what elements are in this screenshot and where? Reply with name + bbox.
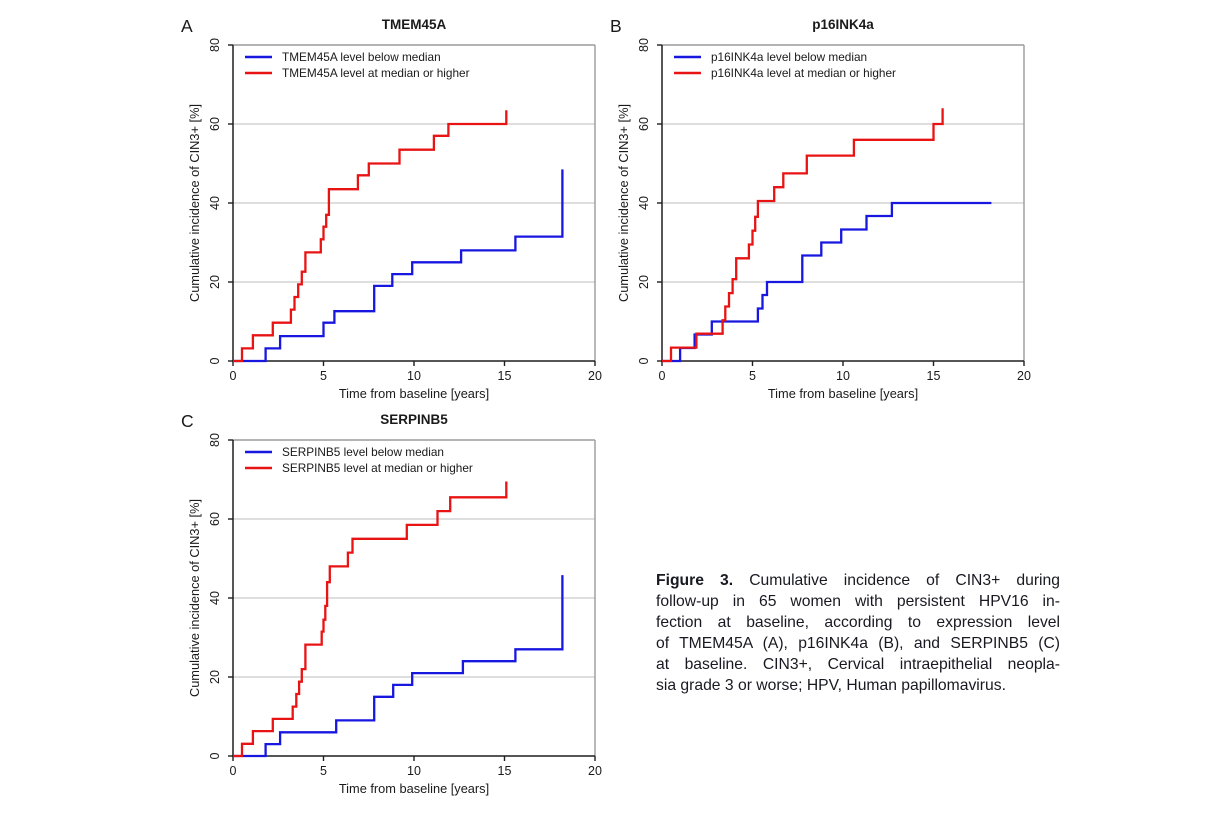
x-tick-label: 0 xyxy=(658,369,666,383)
panel-letter: C xyxy=(181,411,194,431)
x-tick-label: 0 xyxy=(229,764,237,778)
axes xyxy=(208,433,602,778)
panel-title: p16INK4a xyxy=(812,17,874,32)
curve-at_or_above_median xyxy=(662,108,943,361)
serpinb5-step-chart xyxy=(175,403,615,803)
caption-line: at baseline. CIN3+, Cervical intraepithelial neopla- xyxy=(656,656,1060,673)
curve-at_or_above_median xyxy=(233,482,506,757)
x-tick-label: 5 xyxy=(320,764,327,778)
y-tick-label: 0 xyxy=(637,357,651,365)
axes xyxy=(637,38,1031,383)
y-tick-label: 40 xyxy=(637,196,651,210)
x-tick-label: 20 xyxy=(588,764,602,778)
y-tick-label: 0 xyxy=(208,357,222,365)
y-tick-label: 20 xyxy=(208,275,222,289)
legend-label: p16INK4a level at median or higher xyxy=(711,66,896,80)
x-axis-label: Time from baseline [years] xyxy=(338,386,490,401)
x-tick-label: 5 xyxy=(320,369,327,383)
legend-label: p16INK4a level below median xyxy=(711,50,868,64)
gridlines xyxy=(233,519,595,677)
axes xyxy=(208,38,602,383)
y-tick-label: 80 xyxy=(208,433,222,447)
caption-line: Figure 3. Cumulative incidence of CIN3+ during xyxy=(656,572,1060,589)
x-tick-label: 20 xyxy=(588,369,602,383)
y-tick-label: 40 xyxy=(208,591,222,605)
curve-below_median xyxy=(233,575,562,756)
tmem45a-step-chart xyxy=(175,8,615,408)
y-axis-label: Cumulative incidence of CIN3+ [%] xyxy=(187,103,202,303)
panel-letter: A xyxy=(181,16,193,36)
y-tick-label: 80 xyxy=(637,38,651,52)
x-tick-label: 0 xyxy=(229,369,237,383)
y-tick-label: 20 xyxy=(637,275,651,289)
x-tick-label: 15 xyxy=(926,369,941,383)
y-tick-label: 80 xyxy=(208,38,222,52)
panel-letter: B xyxy=(610,16,622,36)
caption-figure-label: Figure 3. xyxy=(656,572,734,589)
legend xyxy=(245,445,473,475)
caption-line: fection at baseline, according to expression level xyxy=(656,614,1060,631)
x-tick-label: 15 xyxy=(497,369,512,383)
panel-c-serpinb5-chart xyxy=(175,403,615,803)
y-tick-label: 60 xyxy=(208,512,222,526)
curve-at_or_above_median xyxy=(233,110,506,361)
curve-below_median xyxy=(233,169,562,361)
y-tick-label: 40 xyxy=(208,196,222,210)
legend xyxy=(674,50,896,80)
x-tick-label: 20 xyxy=(1017,369,1031,383)
y-tick-label: 0 xyxy=(208,752,222,760)
x-axis-label: Time from baseline [years] xyxy=(767,386,919,401)
x-axis-label: Time from baseline [years] xyxy=(338,781,490,796)
legend-label: TMEM45A level below median xyxy=(282,50,441,64)
x-tick-label: 10 xyxy=(407,369,421,383)
caption-line: follow-up in 65 women with persistent HPV16 in- xyxy=(656,593,1060,610)
x-tick-label: 10 xyxy=(407,764,421,778)
legend xyxy=(245,50,470,80)
p16ink4a-step-chart xyxy=(604,8,1044,408)
panel-a-tmem45a-chart xyxy=(175,8,615,408)
gridlines xyxy=(233,124,595,282)
caption-line: of TMEM45A (A), p16INK4a (B), and SERPINB5 (C) xyxy=(656,635,1060,652)
figure-caption xyxy=(656,570,1060,696)
x-tick-label: 10 xyxy=(836,369,850,383)
x-tick-label: 15 xyxy=(497,764,512,778)
x-tick-label: 5 xyxy=(749,369,756,383)
panel-title: SERPINB5 xyxy=(380,412,448,427)
panel-title: TMEM45A xyxy=(381,17,447,32)
y-tick-label: 60 xyxy=(208,117,222,131)
panel-b-p16ink4a-chart xyxy=(604,8,1044,408)
caption-line: sia grade 3 or worse; HPV, Human papillomavirus. xyxy=(656,677,1006,694)
legend-label: SERPINB5 level at median or higher xyxy=(282,461,473,475)
y-tick-label: 60 xyxy=(637,117,651,131)
y-axis-label: Cumulative incidence of CIN3+ [%] xyxy=(616,103,631,303)
y-axis-label: Cumulative incidence of CIN3+ [%] xyxy=(187,498,202,698)
y-tick-label: 20 xyxy=(208,670,222,684)
legend-label: TMEM45A level at median or higher xyxy=(282,66,470,80)
legend-label: SERPINB5 level below median xyxy=(282,445,444,459)
